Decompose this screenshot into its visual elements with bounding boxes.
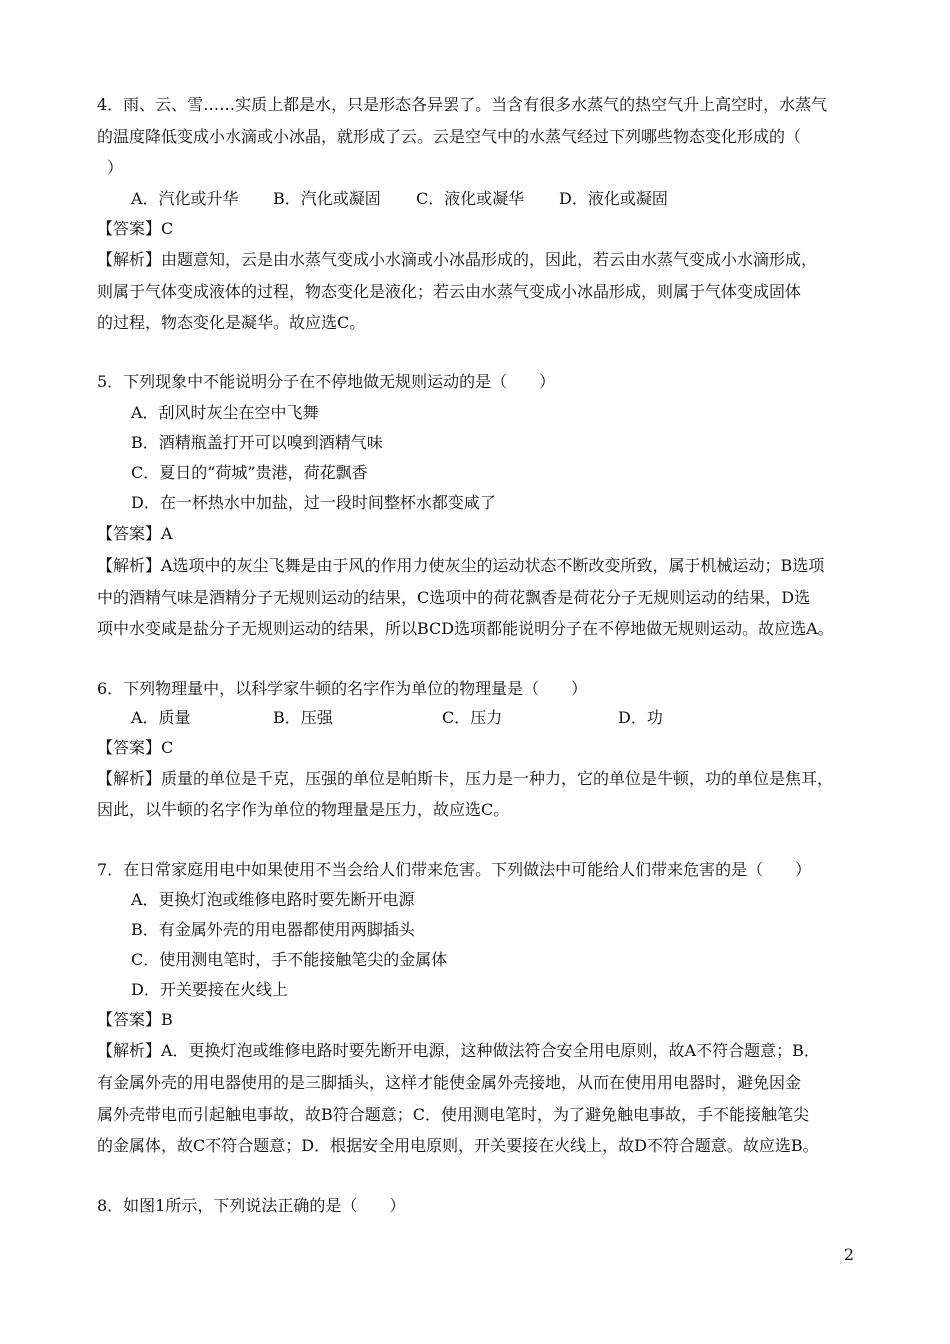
q5-analysis-line-1: 【解析】A选项中的灰尘飞舞是由于风的作用力使灰尘的运动状态不断改变所致，属于机械运动；B选项 [97, 556, 825, 575]
q4-answer: 【答案】C [97, 219, 174, 238]
q4-option-c: C．液化或凝华 [416, 189, 525, 208]
q5-answer: 【答案】A [97, 524, 173, 543]
q7-option-c: C．使用测电笔时，手不能接触笔尖的金属体 [131, 950, 448, 969]
q4-analysis-line-1: 【解析】由题意知，云是由水蒸气变成小水滴或小冰晶形成的，因此，若云由水蒸气变成小水滴形成， [97, 250, 818, 269]
q4-stem-line-2: 的温度降低变成小水滴或小冰晶，就形成了云。云是空气中的水蒸气经过下列哪些物态变化形成的（ [97, 127, 802, 146]
q7-analysis-line-2: 有金属外壳的用电器使用的是三脚插头，这样才能使金属外壳接地，从而在使用用电器时，避免因金 [97, 1073, 802, 1092]
q5-analysis-line-3: 项中水变咸是盐分子无规则运动的结果，所以BCD选项都能说明分子在不停地做无规则运动。故应选A。 [97, 619, 834, 638]
q7-option-a: A．更换灯泡或维修电路时要先断开电源 [131, 890, 415, 909]
q7-analysis-line-1: 【解析】A．更换灯泡或维修电路时要先断开电源，这种做法符合安全用电原则，故A不符合题意；B． [97, 1041, 820, 1060]
q7-analysis-line-3: 属外壳带电而引起触电事故，故B符合题意；C．使用测电笔时，为了避免触电事故，手不能接触笔尖 [97, 1105, 810, 1124]
q7-option-b: B．有金属外壳的用电器都使用两脚插头 [131, 920, 415, 939]
q5-option-a: A．刮风时灰尘在空中飞舞 [131, 403, 319, 422]
q7-analysis-line-4: 的金属体，故C不符合题意；D．根据安全用电原则，开关要接在火线上，故D不符合题意。故应选B。 [97, 1136, 819, 1155]
q7-answer: 【答案】B [97, 1010, 173, 1029]
q4-analysis-line-2: 则属于气体变成液体的过程，物态变化是液化；若云由水蒸气变成小冰晶形成，则属于气体变成固体 [97, 282, 802, 301]
q6-analysis-line-1: 【解析】质量的单位是千克，压强的单位是帕斯卡，压力是一种力，它的单位是牛顿，功的单位是焦耳， [97, 769, 834, 788]
q6-option-c: C．压力 [442, 708, 503, 727]
q7-stem: 7．在日常家庭用电中如果使用不当会给人们带来危害。下列做法中可能给人们带来危害的是（ ） [97, 860, 812, 879]
q8-stem: 8．如图1所示，下列说法正确的是（ ） [97, 1196, 406, 1215]
q4-option-d: D．液化或凝固 [559, 189, 668, 208]
q4-option-a: A．汽化或升华 [131, 189, 239, 208]
q6-stem: 6．下列物理量中，以科学家牛顿的名字作为单位的物理量是（ ） [97, 679, 588, 698]
page-number: 2 [843, 1245, 854, 1264]
q6-option-a: A．质量 [131, 708, 191, 727]
q4-stem-line-1: 4．雨、云、雪……实质上都是水，只是形态各异罢了。当含有很多水蒸气的热空气升上高空时，水蒸气 [97, 95, 828, 114]
q6-option-d: D．功 [618, 708, 663, 727]
q4-analysis-line-3: 的过程，物态变化是凝华。故应选C。 [97, 313, 366, 332]
q5-stem: 5．下列现象中不能说明分子在不停地做无规则运动的是（ ） [97, 372, 556, 391]
q4-options [131, 189, 691, 209]
q6-option-b: B．压强 [273, 708, 333, 727]
q6-analysis-line-2: 因此，以牛顿的名字作为单位的物理量是压力，故应选C。 [97, 800, 510, 819]
q5-analysis-line-2: 中的酒精气味是酒精分子无规则运动的结果，C选项中的荷花飘香是荷花分子无规则运动的结果，D选 [97, 588, 811, 607]
q6-options [131, 708, 691, 728]
q6-answer: 【答案】C [97, 738, 174, 757]
q5-option-c: C．夏日的“荷城”贵港，荷花飘香 [131, 463, 368, 482]
q4-stem-line-3: ） [107, 158, 124, 177]
q5-option-b: B．酒精瓶盖打开可以嗅到酒精气味 [131, 433, 383, 452]
q7-option-d: D．开关要接在火线上 [131, 980, 288, 999]
q4-option-b: B．汽化或凝固 [273, 189, 381, 208]
q5-option-d: D．在一杯热水中加盐，过一段时间整杯水都变咸了 [131, 493, 496, 512]
